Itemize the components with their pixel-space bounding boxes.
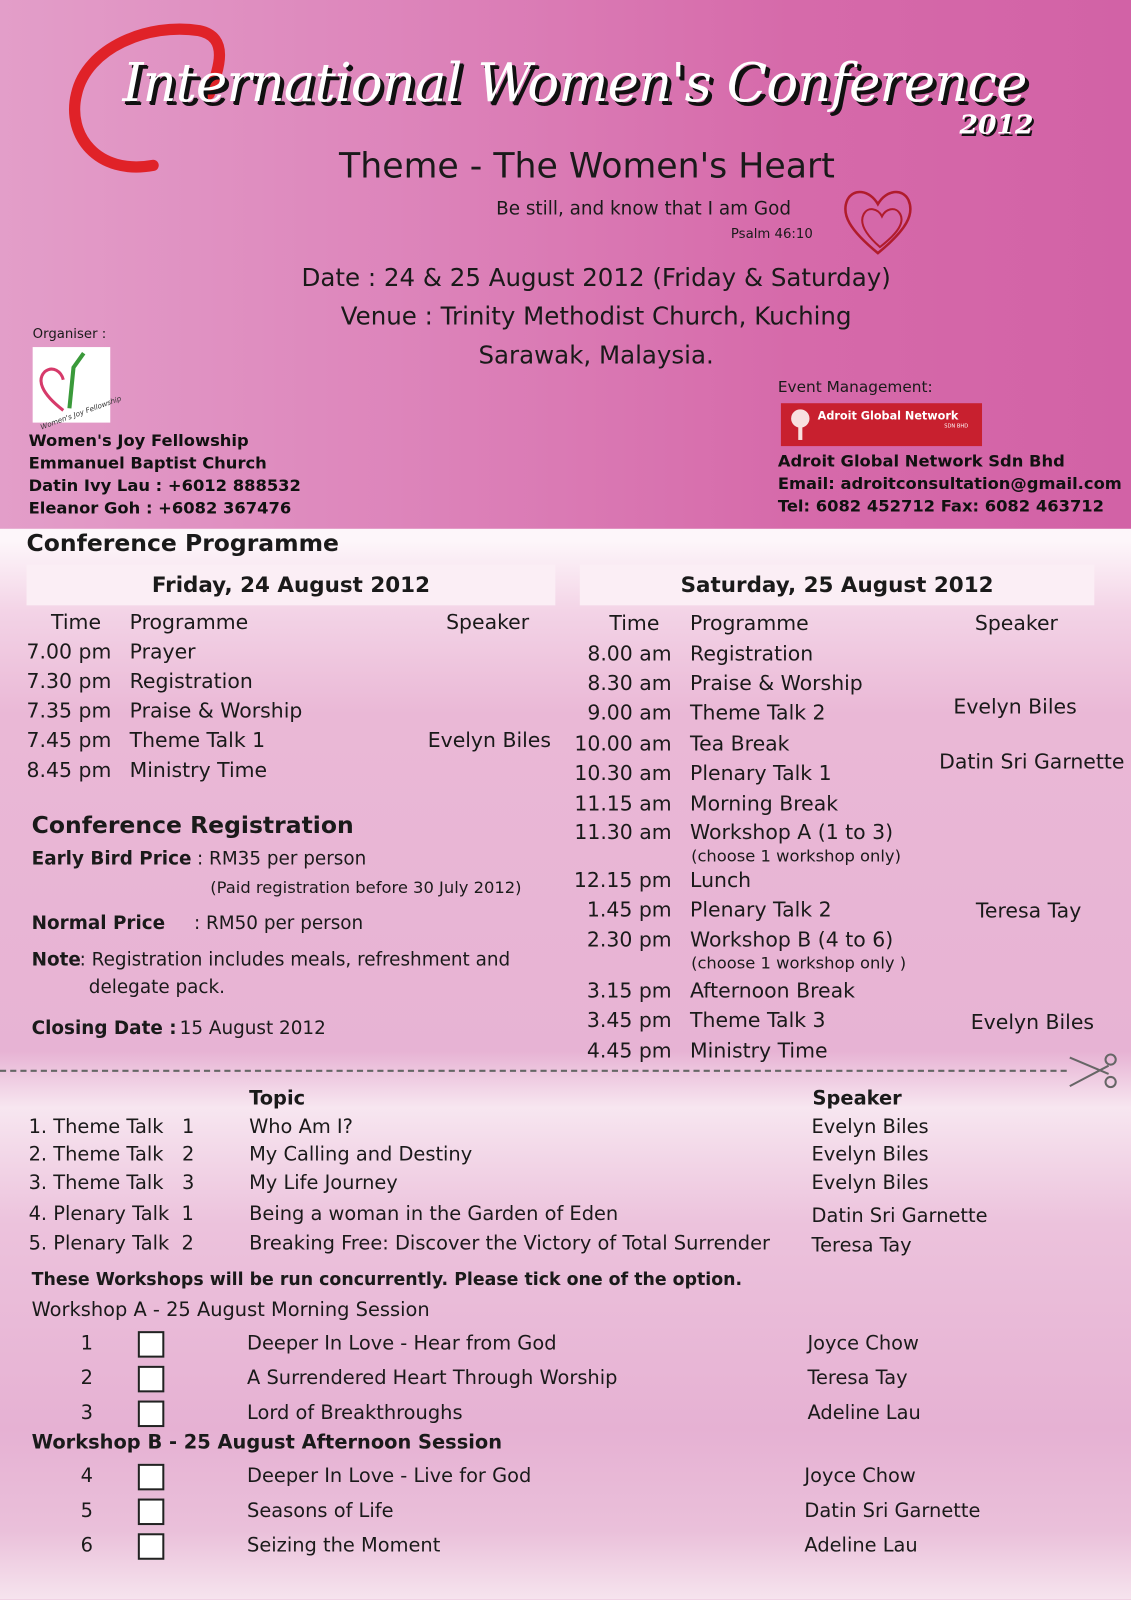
talk-speaker: Evelyn Biles xyxy=(811,1171,929,1195)
schedule-time: 8.30 am xyxy=(587,670,672,696)
note-label: Note xyxy=(31,949,81,971)
schedule-item: Plenary Talk 2 xyxy=(690,897,832,922)
schedule-speaker: Evelyn Biles xyxy=(953,694,1077,719)
schedule-time: 7.00 pm xyxy=(26,639,112,664)
organiser-logo xyxy=(33,347,123,432)
schedule-item: Prayer xyxy=(129,639,196,664)
friday-header xyxy=(27,565,556,606)
schedule-time: 10.30 am xyxy=(574,760,672,785)
event-management-logo xyxy=(781,403,982,446)
workshop-title: A Surrendered Heart Through Worship xyxy=(247,1366,618,1390)
workshop-checkbox[interactable] xyxy=(138,1401,165,1428)
talk-topic: Breaking Free: Discover the Victory of Total Surrender xyxy=(249,1232,771,1255)
theme-heading: Theme - The Women's Heart xyxy=(339,145,835,187)
event-management-line: Email: adroitconsultation@gmail.com xyxy=(777,473,1122,494)
cut-line xyxy=(0,1070,1067,1072)
schedule-time: 9.00 am xyxy=(587,700,672,725)
workshop-speaker: Joyce Chow xyxy=(804,1464,916,1488)
verse-text: Be still, and know that I am God xyxy=(496,198,792,220)
schedule-speaker: Datin Sri Garnette xyxy=(939,749,1125,774)
tree-icon xyxy=(789,408,811,441)
workshop-speaker: Adeline Lau xyxy=(804,1534,918,1557)
schedule-item: Workshop B (4 to 6) xyxy=(690,926,894,952)
hearts-icon xyxy=(839,184,921,257)
schedule-time: 7.35 pm xyxy=(26,698,112,723)
topic-col-header: Topic xyxy=(249,1087,306,1110)
conference-year: 2012 xyxy=(959,110,1034,141)
workshop-checkbox[interactable] xyxy=(138,1464,165,1491)
schedule-speaker: Teresa Tay xyxy=(975,898,1082,923)
talk-topic: Who Am I? xyxy=(249,1115,353,1139)
schedule-time: 1.45 pm xyxy=(586,897,672,922)
organiser-line: Datin Ivy Lau : +6012 888532 xyxy=(28,475,301,496)
workshop-number: 5 xyxy=(80,1499,93,1523)
workshop-title: Lord of Breakthroughs xyxy=(247,1401,463,1425)
schedule-time: 10.00 am xyxy=(574,730,672,756)
schedule-time: 3.15 pm xyxy=(586,977,672,1003)
verse-reference: Psalm 46:10 xyxy=(730,226,813,242)
schedule-time: 2.30 pm xyxy=(586,926,672,952)
schedule-note: (choose 1 workshop only ) xyxy=(691,953,907,973)
schedule-time: 8.45 pm xyxy=(26,757,112,782)
note-text: : Registration includes meals, refreshment and xyxy=(79,949,511,971)
conference-title: International Women's Conference xyxy=(122,53,1027,115)
talk-label: 3. Theme Talk 3 xyxy=(28,1171,195,1195)
workshop-title: Seasons of Life xyxy=(247,1499,394,1523)
schedule-item: Praise & Worship xyxy=(129,698,303,723)
organiser-line: Emmanuel Baptist Church xyxy=(28,453,267,473)
schedule-speaker: Evelyn Biles xyxy=(970,1009,1095,1035)
workshop-number: 4 xyxy=(80,1464,93,1488)
workshop-b-label: Workshop B - 25 August Afternoon Session xyxy=(31,1431,503,1454)
normal-price-label: Normal Price xyxy=(31,912,166,935)
workshop-speaker: Adeline Lau xyxy=(807,1401,921,1425)
saturday-col-speaker: Speaker xyxy=(974,610,1058,635)
registration-title: Conference Registration xyxy=(31,812,354,840)
friday-col-programme: Programme xyxy=(129,609,249,634)
schedule-item: Lunch xyxy=(690,867,752,893)
schedule-item: Theme Talk 3 xyxy=(690,1007,826,1033)
organiser-label: Organiser : xyxy=(32,326,107,342)
schedule-time: 8.00 am xyxy=(587,641,672,666)
speaker-col-header: Speaker xyxy=(812,1087,902,1110)
workshop-a-label: Workshop A - 25 August Morning Session xyxy=(31,1298,430,1321)
event-logo-text: Adroit Global Network xyxy=(817,409,959,423)
event-venue-location: Sarawak, Malaysia. xyxy=(478,340,714,370)
schedule-item: Afternoon Break xyxy=(690,977,855,1003)
workshop-checkbox[interactable] xyxy=(138,1366,165,1393)
schedule-time: 7.30 pm xyxy=(26,668,112,694)
schedule-item: Registration xyxy=(129,668,253,694)
schedule-time: 3.45 pm xyxy=(586,1007,672,1033)
schedule-item: Morning Break xyxy=(690,791,839,816)
workshop-checkbox[interactable] xyxy=(138,1331,165,1358)
talk-label: 4. Plenary Talk 1 xyxy=(28,1202,194,1225)
workshops-instruction: These Workshops will be run concurrently. Please tick one of the option. xyxy=(31,1269,743,1291)
workshop-title: Deeper In Love - Hear from God xyxy=(247,1332,557,1355)
header-banner xyxy=(0,0,1131,529)
talk-topic: My Life Journey xyxy=(249,1171,398,1195)
workshop-title: Deeper In Love - Live for God xyxy=(247,1464,532,1488)
workshop-number: 3 xyxy=(80,1401,93,1425)
schedule-time: 7.45 pm xyxy=(26,727,112,753)
workshop-checkbox[interactable] xyxy=(138,1533,165,1560)
friday-label: Friday, 24 August 2012 xyxy=(151,572,430,598)
friday-col-speaker: Speaker xyxy=(446,609,530,634)
talk-label: 2. Theme Talk 2 xyxy=(28,1143,195,1166)
event-date: Date : 24 & 25 August 2012 (Friday & Saturday) xyxy=(301,263,891,292)
schedule-item: Ministry Time xyxy=(690,1038,828,1063)
talk-speaker: Datin Sri Garnette xyxy=(811,1204,988,1228)
workshop-speaker: Joyce Chow xyxy=(807,1332,919,1355)
schedule-note: (choose 1 workshop only) xyxy=(691,846,901,866)
normal-price: : RM50 per person xyxy=(193,912,364,935)
organiser-line: Women's Joy Fellowship xyxy=(28,430,249,451)
saturday-label: Saturday, 25 August 2012 xyxy=(680,572,994,598)
talk-speaker: Evelyn Biles xyxy=(811,1115,929,1139)
note-text-2: delegate pack. xyxy=(88,976,225,999)
closing-date: 15 August 2012 xyxy=(179,1017,326,1040)
talk-topic: Being a woman in the Garden of Eden xyxy=(249,1202,619,1225)
workshop-checkbox[interactable] xyxy=(138,1499,165,1526)
workshop-speaker: Datin Sri Garnette xyxy=(804,1499,981,1523)
schedule-time: 11.15 am xyxy=(574,791,672,816)
schedule-item: Plenary Talk 1 xyxy=(690,760,832,785)
schedule-time: 4.45 pm xyxy=(586,1038,672,1063)
workshop-number: 1 xyxy=(80,1332,93,1355)
workshop-title: Seizing the Moment xyxy=(247,1534,441,1557)
friday-col-time: Time xyxy=(51,609,102,634)
early-bird-label: Early Bird Price xyxy=(31,848,192,870)
schedule-time: 11.30 am xyxy=(574,819,672,845)
saturday-col-programme: Programme xyxy=(690,610,809,635)
svg-text:Women's Joy Fellowship: Women's Joy Fellowship xyxy=(39,393,123,432)
schedule-item: Theme Talk 2 xyxy=(690,700,826,725)
event-management-line: Adroit Global Network Sdn Bhd xyxy=(777,451,1065,471)
closing-date-label: Closing Date : xyxy=(31,1017,177,1040)
talk-label: 5. Plenary Talk 2 xyxy=(28,1232,194,1255)
event-management-label: Event Management: xyxy=(777,377,933,397)
schedule-speaker: Evelyn Biles xyxy=(427,727,551,753)
event-venue: Venue : Trinity Methodist Church, Kuching xyxy=(340,302,852,331)
organiser-line: Eleanor Goh : +6082 367476 xyxy=(28,498,292,518)
event-logo-subtext: SDN BHD xyxy=(944,423,969,430)
schedule-item: Theme Talk 1 xyxy=(129,727,266,753)
early-bird-note: (Paid registration before 30 July 2012) xyxy=(210,877,522,898)
saturday-col-time: Time xyxy=(609,610,660,635)
workshop-number: 2 xyxy=(80,1366,93,1390)
workshop-speaker: Teresa Tay xyxy=(807,1366,908,1390)
schedule-item: Tea Break xyxy=(690,730,790,756)
saturday-header xyxy=(580,565,1094,606)
early-bird-price: : RM35 per person xyxy=(197,848,367,870)
talk-topic: My Calling and Destiny xyxy=(249,1143,473,1166)
schedule-item: Praise & Worship xyxy=(690,670,863,696)
workshop-number: 6 xyxy=(80,1534,93,1557)
event-management-line: Tel: 6082 452712 Fax: 6082 463712 xyxy=(777,496,1105,516)
talk-label: 1. Theme Talk 1 xyxy=(28,1115,195,1139)
schedule-item: Registration xyxy=(690,641,814,666)
schedule-time: 12.15 pm xyxy=(573,867,672,893)
talk-speaker: Evelyn Biles xyxy=(811,1143,929,1166)
schedule-item: Ministry Time xyxy=(129,757,268,782)
schedule-item: Workshop A (1 to 3) xyxy=(690,819,894,845)
talk-speaker: Teresa Tay xyxy=(811,1234,912,1257)
programme-title: Conference Programme xyxy=(26,530,339,558)
scissors-icon xyxy=(1068,1051,1119,1092)
